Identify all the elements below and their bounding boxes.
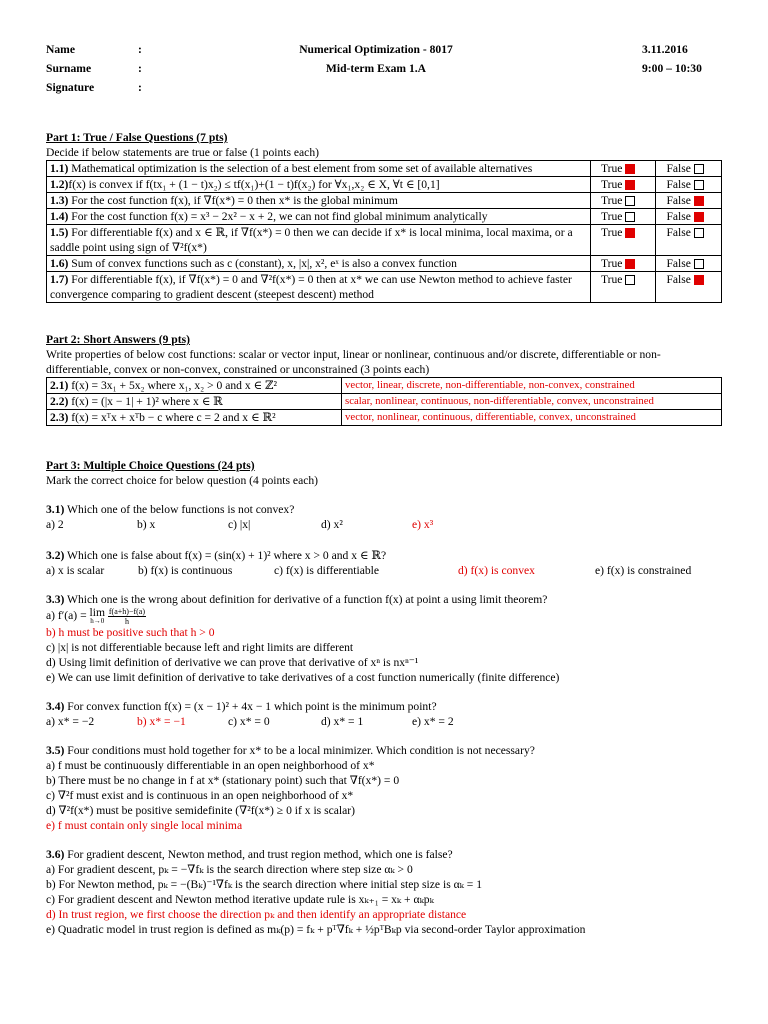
true-cell[interactable] <box>590 209 655 225</box>
question-3-4 <box>46 699 722 729</box>
tf-statement <box>47 225 591 256</box>
true-label: True <box>600 226 623 239</box>
true-label: True <box>600 178 623 191</box>
option-e[interactable]: e) x³ <box>412 518 434 531</box>
options-row <box>46 563 722 578</box>
option-d[interactable]: d) In trust region, we first choose the direction pₖ and then identify an appropriate distance <box>46 908 467 921</box>
tf-row <box>47 256 722 272</box>
false-label: False <box>666 226 691 239</box>
surname-label: Surname <box>46 62 92 75</box>
answer-cell[interactable]: scalar, nonlinear, continuous, non-differentiable, convex, unconstrained <box>342 394 722 410</box>
option-c[interactable]: c) For gradient descent and Newton method iterative update rule is xₖ₊₁ = xₖ + αₖpₖ <box>46 893 434 906</box>
short-answer-row <box>47 378 722 394</box>
true-cell[interactable] <box>590 161 655 177</box>
part2-title: Part 2: Short Answers (9 pts) <box>46 333 190 346</box>
true-cell[interactable] <box>590 225 655 256</box>
true-checkbox[interactable] <box>625 196 635 206</box>
statement-number: 1.7) <box>50 273 69 286</box>
question-number: 3.1) <box>46 503 65 516</box>
options-list <box>46 625 722 685</box>
question-number: 3.2) <box>46 549 65 562</box>
tf-statement <box>47 193 591 209</box>
exam-header <box>46 42 722 99</box>
colon: : <box>138 62 142 75</box>
option-d[interactable]: d) f(x) is convex <box>458 564 535 577</box>
question-3-3 <box>46 592 722 685</box>
statement-text: For differentiable f(x), if ∇f(x*) = 0 and ∇²f(x*) = 0 then at x* we can use Newton method to achieve faster convergence comparing to gradient descent (steepest descent) method <box>50 273 572 301</box>
options-row <box>46 517 722 532</box>
statement-number: 1.2) <box>50 178 69 191</box>
option-d[interactable]: d) x* = 1 <box>321 715 364 728</box>
option-e[interactable]: e) f(x) is constrained <box>595 564 692 577</box>
part3-instruction: Mark the correct choice for below question (4 points each) <box>46 474 319 487</box>
statement-text: Sum of convex functions such as c (constant), x, |x|, x², eˣ is also a convex function <box>68 257 457 270</box>
false-cell[interactable] <box>656 225 722 256</box>
question-text: For gradient descent, Newton method, and trust region method, which one is false? <box>64 848 453 861</box>
true-cell[interactable] <box>590 177 655 193</box>
function-cell <box>47 394 342 410</box>
function-text: f(x) = 3x₁ + 5x₂ where x₁, x₂ > 0 and x ∈ ℤ² <box>68 379 277 392</box>
false-cell[interactable] <box>656 272 722 303</box>
question-number: 3.3) <box>46 593 65 606</box>
tf-statement <box>47 161 591 177</box>
true-checkbox[interactable] <box>625 180 635 190</box>
function-cell <box>47 410 342 426</box>
false-label: False <box>666 210 691 223</box>
false-checkbox[interactable] <box>694 180 704 190</box>
option-c[interactable]: c) f(x) is differentiable <box>274 564 380 577</box>
answer-cell[interactable]: vector, nonlinear, continuous, differentiable, convex, unconstrained <box>342 410 722 426</box>
part1-instruction: Decide if below statements are true or false (1 points each) <box>46 146 319 159</box>
option-e[interactable]: e) x* = 2 <box>412 715 454 728</box>
tf-row <box>47 225 722 256</box>
exam-title: Mid-term Exam 1.A <box>325 62 427 75</box>
statement-number: 1.1) <box>50 162 69 175</box>
option-b[interactable]: b) f(x) is continuous <box>138 564 233 577</box>
option-a-prefix: a) f′(a) = <box>46 609 90 623</box>
option-c[interactable]: c) |x| <box>228 518 251 531</box>
part1-title: Part 1: True / False Questions (7 pts) <box>46 131 228 144</box>
true-label: True <box>600 162 623 175</box>
false-checkbox[interactable] <box>694 259 704 269</box>
false-cell[interactable] <box>656 177 722 193</box>
false-checkbox[interactable] <box>694 275 704 285</box>
option-a[interactable]: a) x is scalar <box>46 564 105 577</box>
option-b[interactable]: b) For Newton method, pₖ = −(Bₖ)⁻¹∇fₖ is the search direction where initial step size is αₖ = 1 <box>46 878 483 891</box>
short-answer-row <box>47 410 722 426</box>
statement-number: 1.6) <box>50 257 69 270</box>
statement-number: 1.3) <box>50 194 69 207</box>
false-label: False <box>666 162 691 175</box>
item-number: 2.3) <box>50 411 69 424</box>
part2-section <box>46 332 722 426</box>
false-label: False <box>666 257 691 270</box>
false-checkbox[interactable] <box>694 228 704 238</box>
tf-row <box>47 193 722 209</box>
option-d[interactable]: d) ∇²f(x*) must be positive semidefinite (∇²f(x*) ≥ 0 if x is scalar) <box>46 804 355 817</box>
colon: : <box>138 81 142 94</box>
question-number: 3.4) <box>46 700 65 713</box>
option-e[interactable]: e) Quadratic model in trust region is defined as mₖ(p) = fₖ + pᵀ∇fₖ + ½pᵀBₖp via second-order Taylor approximation <box>46 923 586 936</box>
statement-text: For differentiable f(x) and x ∈ ℝ, if ∇f(x*) = 0 then we can decide if x* is local minima, local maxima, or a saddle point using sign of ∇²f(x*) <box>50 226 573 254</box>
false-cell[interactable] <box>656 256 722 272</box>
statement-text: For the cost function f(x) = x³ − 2x² − x + 2, we can not find global minimum analytically <box>68 210 488 223</box>
question-text: For convex function f(x) = (x − 1)² + 4x − 1 which point is the minimum point? <box>64 700 437 713</box>
function-cell <box>47 378 342 394</box>
tf-row <box>47 209 722 225</box>
question-text: Which one of the below functions is not convex? <box>64 503 295 516</box>
question-3-1 <box>46 502 722 532</box>
false-checkbox[interactable] <box>694 212 704 222</box>
option-a[interactable] <box>46 607 722 625</box>
option-c[interactable]: c) ∇²f must exist and is continuous in an open neighborhood of x* <box>46 789 354 802</box>
true-checkbox[interactable] <box>625 275 635 285</box>
name-label: Name <box>46 43 75 56</box>
part3-section <box>46 458 722 937</box>
option-a[interactable]: a) x* = −2 <box>46 715 95 728</box>
exam-time: 9:00 – 10:30 <box>642 62 702 75</box>
statement-number: 1.5) <box>50 226 69 239</box>
course-title: Numerical Optimization - 8017 <box>299 43 453 56</box>
short-answer-table <box>46 377 722 426</box>
question-text: Which one is false about f(x) = (sin(x) + 1)² where x > 0 and x ∈ ℝ? <box>64 549 387 562</box>
option-c[interactable]: c) x* = 0 <box>228 715 270 728</box>
true-label: True <box>600 257 623 270</box>
true-checkbox[interactable] <box>625 164 635 174</box>
option-a[interactable]: a) For gradient descent, pₖ = −∇fₖ is the search direction where step size αₖ > 0 <box>46 863 413 876</box>
option-a[interactable]: a) 2 <box>46 518 64 531</box>
question-text: Four conditions must hold together for x* to be a local minimizer. Which condition is not necessary? <box>64 744 535 757</box>
statement-text: Mathematical optimization is the selection of a best element from some set of available alternatives <box>68 162 533 175</box>
item-number: 2.1) <box>50 379 69 392</box>
tf-statement <box>47 256 591 272</box>
false-checkbox[interactable] <box>694 164 704 174</box>
colon: : <box>138 43 142 56</box>
tf-statement <box>47 272 591 303</box>
function-text: f(x) = xᵀx + xᵀb − c where c = 2 and x ∈ ℝ² <box>68 411 276 424</box>
option-a[interactable]: a) f must be continuously differentiable in an open neighborhood of x* <box>46 759 375 772</box>
options-list <box>46 758 722 833</box>
difference-quotient <box>108 607 146 626</box>
part1-section <box>46 130 722 303</box>
item-number: 2.2) <box>50 395 69 408</box>
option-b[interactable]: b) h must be positive such that h > 0 <box>46 626 215 639</box>
question-3-2 <box>46 548 722 578</box>
question-3-5 <box>46 743 722 833</box>
tf-statement <box>47 177 591 193</box>
option-b[interactable]: b) x <box>137 518 156 531</box>
short-answer-row <box>47 394 722 410</box>
tf-row <box>47 161 722 177</box>
false-label: False <box>666 194 691 207</box>
limit-notation <box>89 605 105 626</box>
question-number: 3.5) <box>46 744 65 757</box>
options-row <box>46 714 722 729</box>
answer-cell[interactable]: vector, linear, discrete, non-differentiable, non-convex, constrained <box>342 378 722 394</box>
option-b[interactable]: b) x* = −1 <box>137 715 186 728</box>
question-number: 3.6) <box>46 848 65 861</box>
tf-row <box>47 177 722 193</box>
false-label: False <box>666 273 691 286</box>
statement-number: 1.4) <box>50 210 69 223</box>
true-label: True <box>600 194 623 207</box>
true-label: True <box>600 273 623 286</box>
true-cell[interactable] <box>590 256 655 272</box>
statement-text: f(x) is convex if f(tx₁ + (1 − t)x₂) ≤ tf(x₁)+(1 − t)f(x₂) for ∀x₁,x₂ ∈ X, ∀t ∈ [0,1] <box>68 178 440 191</box>
signature-label: Signature <box>46 81 95 94</box>
true-cell[interactable] <box>590 272 655 303</box>
question-3-6 <box>46 847 722 937</box>
tf-row <box>47 272 722 303</box>
true-checkbox[interactable] <box>625 259 635 269</box>
part3-title: Part 3: Multiple Choice Questions (24 pts) <box>46 459 255 472</box>
lim-word: lim <box>89 605 105 619</box>
option-b[interactable]: b) There must be no change in f at x* (stationary point) such that ∇f(x*) = 0 <box>46 774 400 787</box>
true-checkbox[interactable] <box>625 212 635 222</box>
option-e[interactable]: e) f must contain only single local minima <box>46 819 243 832</box>
false-label: False <box>666 178 691 191</box>
tf-statement <box>47 209 591 225</box>
lim-subscript: h→0 <box>90 616 105 625</box>
option-d[interactable]: d) x² <box>321 518 343 531</box>
true-false-table <box>46 160 722 303</box>
false-cell[interactable] <box>656 161 722 177</box>
true-cell[interactable] <box>590 193 655 209</box>
true-label: True <box>600 210 623 223</box>
fraction-denominator: h <box>124 617 129 626</box>
false-cell[interactable] <box>656 193 722 209</box>
part2-instruction: Write properties of below cost functions: scalar or vector input, linear or nonlinear, continuous and/or discrete, differentiable or non-differentiable, convex or non-convex, constrained or unconstrained (3 points each) <box>46 348 661 376</box>
false-checkbox[interactable] <box>694 196 704 206</box>
fraction-numerator: f(a+h)−f(a) <box>108 607 145 616</box>
question-text: Which one is the wrong about definition for derivative of a function f(x) at point a using limit theorem? <box>64 593 548 606</box>
function-text: f(x) = (|x − 1| + 1)² where x ∈ ℝ <box>68 395 223 408</box>
option-d[interactable]: d) Using limit definition of derivative we can prove that derivative of xⁿ is nxⁿ⁻¹ <box>46 656 419 669</box>
true-checkbox[interactable] <box>625 228 635 238</box>
exam-date: 3.11.2016 <box>642 43 688 56</box>
option-c[interactable]: c) |x| is not differentiable because left and right limits are different <box>46 641 354 654</box>
false-cell[interactable] <box>656 209 722 225</box>
options-list <box>46 862 722 937</box>
statement-text: For the cost function f(x), if ∇f(x*) = 0 then x* is the global minimum <box>68 194 398 207</box>
option-e[interactable]: e) We can use limit definition of derivative to take derivatives of a cost function numerically (finite difference) <box>46 671 560 684</box>
